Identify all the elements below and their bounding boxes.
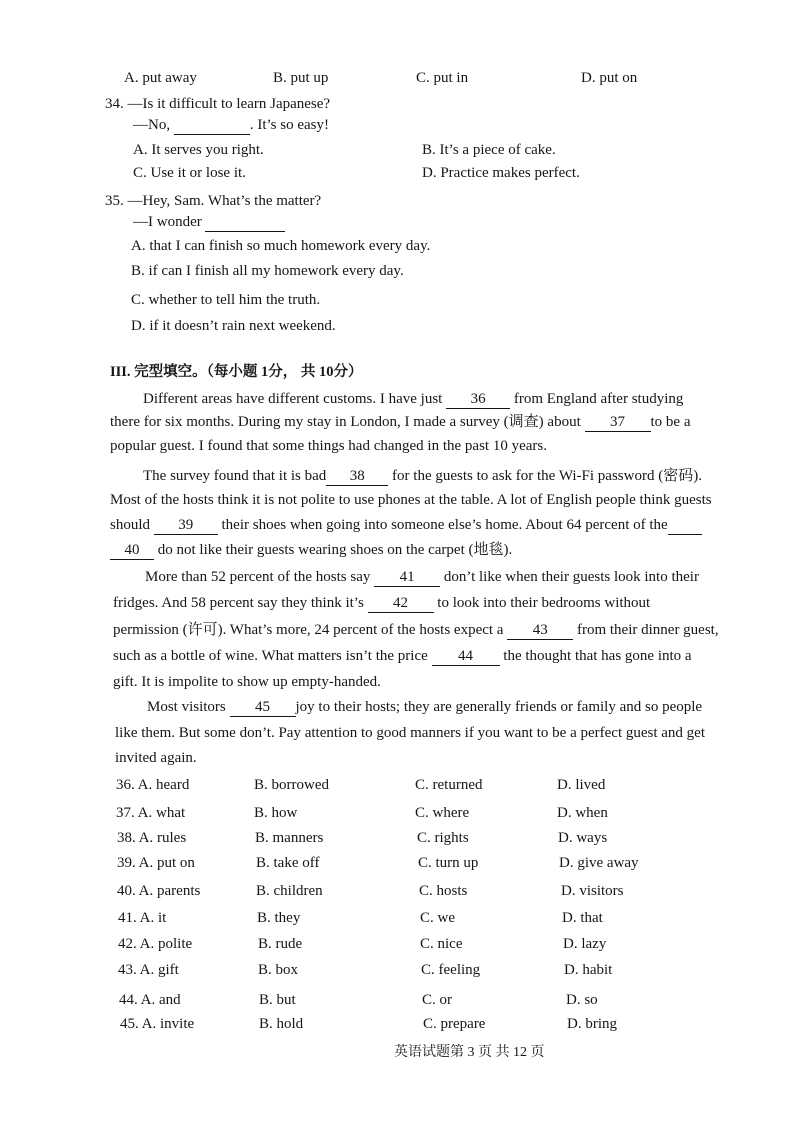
choice-44-b: B. but [259, 992, 296, 1008]
passage-p3-line4 [113, 647, 692, 666]
q34-option-a: A. It serves you right. [133, 142, 264, 158]
choice-row-41 [0, 909, 794, 929]
p2-text-d: their shoes when going into someone else’s home. About 64 percent of the [221, 517, 668, 533]
p4-text-b: joy to their hosts; they are generally friends or family and so people [295, 699, 703, 715]
choice-36-d: D. lived [557, 777, 606, 793]
choice-45-a: 45. A. invite [120, 1016, 195, 1032]
passage-p2-line2: Most of the hosts think it is not polite to use phones at the table. A lot of English people think guests [110, 492, 712, 508]
p3-text-d: to look into their bedrooms without [437, 595, 651, 611]
choice-row-45 [0, 1015, 794, 1035]
p3-text-a: More than 52 percent of the hosts say [145, 569, 371, 585]
choice-39-c: C. turn up [418, 855, 479, 871]
choice-41-b: B. they [257, 910, 301, 926]
p1-text-c: there for six months. During my stay in London, I made a survey (调查) about [110, 414, 581, 430]
q34-options-row2 [0, 164, 794, 184]
passage-p4-line2: like them. But some don’t. Pay attention to good manners if you want to be a perfect guest and get [115, 725, 706, 741]
choice-41-c: C. we [420, 910, 455, 926]
choice-43-c: C. feeling [421, 962, 481, 978]
choice-39-d: D. give away [559, 855, 639, 871]
choice-36-c: C. returned [415, 777, 483, 793]
choice-45-c: C. prepare [423, 1016, 486, 1032]
passage-p4-line1 [147, 698, 702, 717]
q34-stem: 34. —Is it difficult to learn Japanese? [105, 96, 331, 112]
blank-43: 43 [507, 622, 573, 640]
choice-39-a: 39. A. put on [117, 855, 195, 871]
q33-option-c: C. put in [416, 70, 469, 86]
p2-text-c: should [110, 517, 151, 533]
q34-reply [133, 116, 329, 135]
choice-38-b: B. manners [255, 830, 324, 846]
choice-38-a: 38. A. rules [117, 830, 187, 846]
choice-40-a: 40. A. parents [117, 883, 201, 899]
choice-row-40 [0, 882, 794, 902]
blank-44: 44 [432, 648, 500, 666]
choice-41-d: D. that [562, 910, 603, 926]
blank-41: 41 [374, 569, 440, 587]
choice-36-b: B. borrowed [254, 777, 329, 793]
q34-reply-pre: —No, [133, 117, 171, 133]
choice-42-a: 42. A. polite [118, 936, 193, 952]
choice-44-a: 44. A. and [119, 992, 181, 1008]
passage-p1-line1 [143, 390, 683, 409]
choice-40-b: B. children [256, 883, 323, 899]
p2-text-a: The survey found that it is bad [143, 468, 327, 484]
choice-row-36 [0, 776, 794, 796]
choice-row-42 [0, 935, 794, 955]
q35-option-d: D. if it doesn’t rain next weekend. [131, 318, 336, 334]
p3-text-c: fridges. And 58 percent say they think it’s [113, 595, 364, 611]
p1-text-b: from England after studying [513, 391, 684, 407]
section-title: III. 完型填空。（每小题 1分， 共 10分） [110, 364, 363, 380]
p3-text-g: such as a bottle of wine. What matters isn’t the price [113, 648, 428, 664]
q35-reply-pre: —I wonder [133, 214, 202, 230]
choice-39-b: B. take off [256, 855, 320, 871]
choice-44-c: C. or [422, 992, 452, 1008]
choice-37-b: B. how [254, 805, 298, 821]
p3-text-e: permission (许可). What’s more, 24 percent of the hosts expect a [113, 622, 504, 638]
choice-37-a: 37. A. what [116, 805, 186, 821]
choice-row-39 [0, 854, 794, 874]
choice-37-d: D. when [557, 805, 608, 821]
p3-text-b: don’t like when their guests look into their [443, 569, 699, 585]
passage-p2-line3 [110, 516, 702, 535]
q35-option-a: A. that I can finish so much homework every day. [131, 238, 431, 254]
p2-text-e: do not like their guests wearing shoes on the carpet (地毯). [157, 542, 513, 558]
blank-36: 36 [446, 391, 510, 409]
choice-42-c: C. nice [420, 936, 463, 952]
q35-option-b: B. if can I finish all my homework every day. [131, 263, 404, 279]
choice-40-c: C. hosts [419, 883, 468, 899]
choice-row-44 [0, 991, 794, 1011]
q35-blank [205, 214, 285, 232]
blank-38: 38 [326, 468, 388, 486]
page-footer: 英语试题第 3 页 共 12 页 [394, 1045, 545, 1060]
q33-option-a: A. put away [124, 70, 197, 86]
choice-36-a: 36. A. heard [116, 777, 190, 793]
q34-options-row1 [0, 141, 794, 161]
choice-43-d: D. habit [564, 962, 613, 978]
passage-p1-line2 [110, 413, 690, 432]
q34-blank [174, 117, 250, 135]
choice-row-37 [0, 804, 794, 824]
choice-row-43 [0, 961, 794, 981]
q35-reply [133, 213, 285, 232]
p4-text-a: Most visitors [147, 699, 226, 715]
q34-option-d: D. Practice makes perfect. [422, 165, 580, 181]
p1-text-d: to be a [650, 414, 691, 430]
blank-37: 37 [585, 414, 651, 432]
choice-42-d: D. lazy [563, 936, 607, 952]
blank-45: 45 [230, 699, 296, 717]
p3-text-h: the thought that has gone into a [503, 648, 692, 664]
q35-option-c: C. whether to tell him the truth. [131, 292, 321, 308]
passage-p2-line1 [143, 467, 702, 486]
choice-41-a: 41. A. it [118, 910, 167, 926]
p2-text-b: for the guests to ask for the Wi-Fi password (密码). [392, 468, 702, 484]
q33-option-b: B. put up [273, 70, 329, 86]
passage-p3-line5: gift. It is impolite to show up empty-handed. [113, 674, 381, 690]
choice-43-a: 43. A. gift [118, 962, 179, 978]
q34-option-b: B. It’s a piece of cake. [422, 142, 556, 158]
choice-row-38 [0, 829, 794, 849]
passage-p4-line3: invited again. [115, 750, 197, 766]
passage-p3-line1 [145, 568, 699, 587]
choice-42-b: B. rude [258, 936, 303, 952]
choice-38-c: C. rights [417, 830, 469, 846]
passage-p3-line3 [113, 621, 719, 640]
passage-p3-line2 [113, 594, 650, 613]
blank-40-lead [668, 517, 702, 535]
choice-44-d: D. so [566, 992, 598, 1008]
blank-40: 40 [110, 542, 154, 560]
q33-options [0, 69, 794, 89]
choice-38-d: D. ways [558, 830, 608, 846]
q34-option-c: C. Use it or lose it. [133, 165, 246, 181]
choice-45-d: D. bring [567, 1016, 617, 1032]
blank-42: 42 [368, 595, 434, 613]
p1-text-a: Different areas have different customs. I have just [143, 391, 443, 407]
choice-40-d: D. visitors [561, 883, 624, 899]
blank-39: 39 [154, 517, 218, 535]
choice-37-c: C. where [415, 805, 470, 821]
q35-stem: 35. —Hey, Sam. What’s the matter? [105, 193, 322, 209]
passage-p2-line4 [110, 541, 512, 560]
choice-45-b: B. hold [259, 1016, 304, 1032]
passage-p1-line3: popular guest. I found that some things had changed in the past 10 years. [110, 438, 547, 454]
q34-reply-post: . It’s so easy! [249, 117, 329, 133]
q33-option-d: D. put on [581, 70, 638, 86]
p3-text-f: from their dinner guest, [576, 622, 719, 638]
choice-43-b: B. box [258, 962, 299, 978]
